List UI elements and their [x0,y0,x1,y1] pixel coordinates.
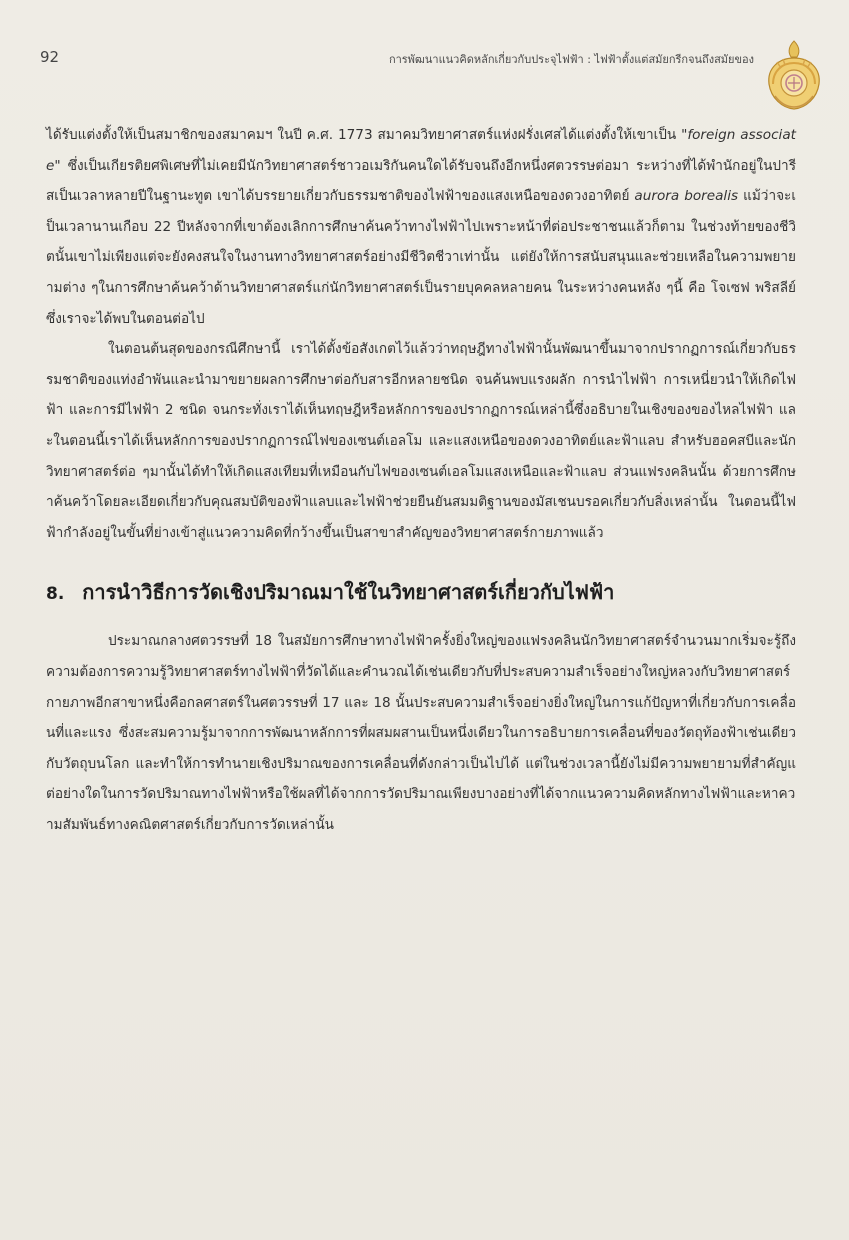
royal-emblem-icon [761,38,827,112]
term-aurora-borealis: aurora borealis [634,188,739,205]
page-number: 92 [40,48,60,66]
section-title: การนำวิธีการวัดเชิงปริมาณมาใช้ในวิทยาศาสตร์เกี่ยวกับไฟฟ้า [82,580,615,605]
running-title: การพัฒนาแนวคิดหลักเกี่ยวกับประจุไฟฟ้า : ไฟฟ้าตั้งแต่สมัยกรีกจนถึงสมัยของ [388,53,754,66]
page-content [46,120,796,840]
paragraph-1-text-b: ซึ่งเป็นเกียรติยศพิเศษที่ไม่เคยมีนักวิทยาศาสตร์ชาวอเมริกันคนใดได้รับจนถึงอีกหนึ่งศตวรรษต่อมา ระหว่างที่ได้พำนักอยู่ในปารีสเป็นเวลาหลายปีในฐานะทูต เขาได้บรรยายเกี่ยวกับธรรมชาติของไฟฟ้าของแสงเหนือของดวงอาทิตย์ [46,157,796,205]
section-number: 8. [46,584,65,605]
section-heading [46,576,796,608]
paragraph-3: ประมาณกลางศตวรรษที่ 18 ในสมัยการศึกษาทางไฟฟ้าครั้งยิ่งใหญ่ของแฟรงคลินนักวิทยาศาสตร์จำนวนมากเริ่มจะรู้ถึงความต้องการความรู้วิทยาศาสตร์ทางไฟฟ้าที่วัดได้และคำนวณได้เช่นเดียวกับที่ประสบความสำเร็จอย่างใหญ่หลวงกับวิทยาศาสตร์กายภาพอีกสาขาหนึ่งคือกลศาสตร์ในศตวรรษที่ 17 และ 18 นั้นประสบความสำเร็จอย่างยิ่งใหญ่ในการแก้ปัญหาที่เกี่ยวกับการเคลื่อนที่และแรง ซึ่งสะสมความรู้มาจากการพัฒนาหลักการที่ผสมผสานเป็นหนึ่งเดียวในการอธิบายการเคลื่อนที่ของวัตถุท้องฟ้าเช่นเดียวกับวัตถุบนโลก และทำให้การทำนายเชิงปริมาณของการเคลื่อนที่ดังกล่าวเป็นไปได้ แต่ในช่วงเวลานี้ยังไม่มีความพยายามที่สำคัญแต่อย่างใดในการวัดปริมาณทางไฟฟ้าหรือใช้ผลที่ได้จากการวัดปริมาณเพียงบางอย่างที่ได้จากแนวความคิดหลักทางไฟฟ้าและหาความสัมพันธ์ทางคณิตศาสตร์เกี่ยวกับการวัดเหล่านั้น [46,633,796,833]
page-header [40,44,754,76]
paragraph-2: ในตอนต้นสุดของกรณีศึกษานี้ เราได้ตั้งข้อสังเกตไว้แล้วว่าทฤษฎีทางไฟฟ้านั้นพัฒนาขึ้นมาจากปรากฏการณ์เกี่ยวกับธรรมชาติของแท่งอำพันและนำมาขยายผลการศึกษาต่อกับสารอีกหลายชนิด จนค้นพบแรงผลัก การนำไฟฟ้า การเหนี่ยวนำให้เกิดไฟฟ้า และการมีไฟฟ้า 2 ชนิด จนกระทั่งเราได้เห็นทฤษฎีหรือหลักการของปรากฏการณ์เหล่านี้ซึ่งอธิบายในเชิงของของไหลไฟฟ้า และในตอนนี้เราได้เห็นหลักการของปรากฏการณ์ไฟของเซนต์เอลโม และแสงเหนือของดวงอาทิตย์และฟ้าแลบ สำหรับฮอคสบีและนักวิทยาศาสตร์ต่อ ๆมานั้นได้ทำให้เกิดแสงเทียมที่เหมือนกับไฟของเซนต์เอลโมแสงเหนือและฟ้าแลบ ส่วนแฟรงคลินนั้น ด้วยการศึกษาค้นคว้าโดยละเอียดเกี่ยวกับคุณสมบัติของฟ้าแลบและไฟฟ้าช่วยยืนยันสมมติฐานของมัสเชนบรอคเกี่ยวกับสิ่งเหล่านั้น ในตอนนี้ไฟฟ้ากำลังอยู่ในขั้นที่ย่างเข้าสู่แนวความคิดที่กว้างขึ้นเป็นสาขาสำคัญของวิทยาศาสตร์กายภาพแล้ว [46,341,796,541]
paragraph-1-text-c: แม้ว่าจะเป็นเวลานานเกือบ 22 ปีหลังจากที่เขาต้องเลิกการศึกษาค้นคว้าทางไฟฟ้าไปเพราะหน้าที่ต่อประชาชนแล้วก็ตาม ในช่วงท้ายของชีวิตนั้นเขาไม่เพียงแต่จะยังคงสนใจในงานทางวิทยาศาสตร์อย่างมีชีวิตชีวาเท่านั้น แต่ยังให้การสนับสนุนและช่วยเหลือในความพยายามต่าง ๆในการศึกษาค้นคว้าด้านวิทยาศาสตร์แก่นักวิทยาศาสตร์เป็นรายบุคคลหลายคน ในระหว่างคนหลัง ๆนี้ คือ โจเซฟ พริสลีย์ ซึ่งเราจะได้พบในตอนต่อไป [46,188,796,327]
term-foreign-associate: "foreign associate" [46,127,796,174]
paragraph-1-text-a: ได้รับแต่งตั้งให้เป็นสมาชิกของสมาคมฯ ในปี ค.ศ. 1773 สมาคมวิทยาศาสตร์แห่งฝรั่งเศสได้แต่งตั้งให้เขาเป็น [46,127,682,143]
paragraph-1 [46,120,796,334]
